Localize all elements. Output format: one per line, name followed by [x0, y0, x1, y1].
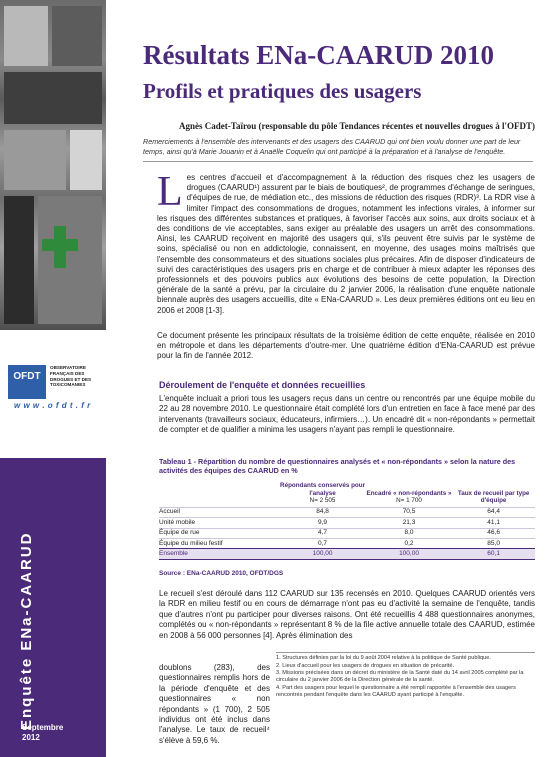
footnote-divider	[276, 652, 535, 653]
table-header-row	[159, 482, 535, 507]
purple-band	[0, 458, 106, 757]
col-header: Taux de recueil par type d'équipe	[457, 489, 530, 505]
photo-tile	[4, 6, 48, 66]
col-header: Répondants conservés pour l'analyse N= 2 505	[280, 482, 366, 505]
footnote: 3. Missions précisées dans un décret du ministère de la Santé daté du 14 avril 2005 complété par la circulaire du 2 janvier 2006 de la Direction générale de la santé.	[276, 670, 524, 684]
publication-date: Septembre 2012	[22, 723, 64, 742]
footnotes	[276, 655, 535, 700]
section-heading: Déroulement de l'enquête et données recueillies	[159, 380, 366, 390]
cover-photo-collage	[0, 0, 106, 330]
photo-tile	[70, 130, 102, 190]
table-row: Accueil 84,8 70,5 64,4	[159, 507, 535, 517]
drop-cap: L	[157, 169, 183, 215]
col-header: Encadré « non-répondants » N= 1 700	[366, 489, 452, 505]
photo-tile	[4, 196, 34, 324]
photo-tile	[4, 130, 66, 190]
intro-text: es centres d'accueil et d'accompagnement à la réduction des risques chez les usagers de drogues (CAARUD¹) assurent par le biais de boutiques², de programmes d'échange de seringues, d'équipes de rue, de médiation etc., des missions de réduction des risques (RDR)³. La RDR vise à limiter l'impact des consommations de drogues, notamment les infections virales, à informer sur les risques des différentes substances et pratiques, à favoriser l'accès aux soins, aux droits sociaux et à des conditions de vie acceptables, sans exiger au préalable des usagers un arrêt des consommations. Ainsi, les CAARUD reçoivent en majorité des usagers qui, s'ils peuvent être suivis par le système de soins, spécialisé ou non en addictologie, connaissent, en moyenne, des usages moins maîtrisés que l'ensemble des consommateurs et des situations sociales plus précaires. Afin de disposer d'indicateurs de suivi des caractéristiques des usagers pris en charge et de contribuer à mieux adapter les réponses des professionnels et des pouvoirs publics aux évolutions des besoins de cette population, la Direction générale de la santé a prévu, par la circulaire du 2 janvier 2006, la réalisation d'une enquête nationale biennale auprès des usagers accueillis, dite « ENa-CAARUD ». Les deux premières éditions ont eu lieu en 2006 et 2008 [1-3].	[157, 173, 535, 315]
divider	[143, 161, 533, 162]
page-subtitle: Profils et pratiques des usagers	[143, 79, 422, 103]
ofdt-logo	[8, 365, 103, 399]
vertical-series-title: Enquête ENa-CAARUD	[18, 531, 35, 730]
author-line: Agnès Cadet-Taïrou (responsable du pôle Tendances récentes et nouvelles drogues à l'OFDT)	[179, 121, 535, 131]
table-row: Équipe de rue 4,7 8,0 46,6	[159, 528, 535, 538]
section-body: L'enquête incluait a priori tous les usagers reçus dans un centre ou rencontrés par une équipe mobile du 22 au 28 novembre 2010. Le questionnaire était complété lors d'un entretien en face à face mené par des intervenants (travailleurs sociaux, éducateurs, infirmiers…). Un encadré dit « non-répondants » permettait de compter et de qualifier a minima les usagers n'ayant pas rempli le questionnaire.	[159, 394, 535, 435]
ofdt-website-link[interactable]: w w w . o f d t . f r	[14, 401, 91, 410]
acknowledgements: Remerciements à l'ensemble des intervenants et des usagers des CAARUD qui ont bien voulu donner une part de leur temps, ainsi qu'à Marie Jouanin et à Anaëlle Coquelin qui ont participé à la préparation et à l'analyse de l'enquête.	[143, 137, 521, 156]
intro-paragraph-2: Ce document présente les principaux résultats de la troisième édition de cette enquête, réalisée en 2010 en métropole et dans les départements d'outre-mer. Une quatrième édition d'ENa-CAARUD est prévue pour la fin de l'année 2012.	[157, 331, 535, 361]
photo-tile	[4, 72, 102, 124]
ofdt-logo-mark: OFDT	[8, 365, 46, 399]
data-table	[159, 482, 535, 560]
left-sidebar	[0, 0, 106, 757]
table-row: Unité mobile 9,9 21,3 41,1	[159, 518, 535, 528]
page-title: Résultats ENa-CAARUD 2010	[143, 40, 494, 70]
photo-tile	[52, 6, 102, 66]
body-paragraph-narrow: doublons (283), des questionnaires remplis hors de la période d'enquête et des questionnaires « non répondants » (1 700), 2 505 individus ont été inclus dans l'analyse. Le taux de recueil⁴ s'élève à 59,6 %.	[159, 663, 270, 745]
intro-paragraph	[157, 169, 535, 316]
table-source: Source : ENa-CAARUD 2010, OFDT/DGS	[159, 570, 284, 577]
pharmacy-cross-icon	[40, 224, 80, 270]
footnote: 4. Part des usagers pour lequel le questionnaire a été rempli rapportée à l'ensemble des usagers rencontrés pendant l'enquête dans les CAARUD ayant participé à l'enquête.	[276, 684, 516, 699]
table-row: Équipe du milieu festif 0,7 0,2 85,0	[159, 538, 535, 548]
body-paragraph: Le recueil s'est déroulé dans 112 CAARUD sur 135 recensés en 2010. Quelques CAARUD orientés vers la RDR en milieu festif ou en cours de démarrage n'ont pas eu d'activité la semaine de l'enquête, tandis que d'autres n'ont pu participer pour diverses raisons. Ont été recueillis 4 488 questionnaires anonymes, complétés ou « non-répondants » représentant 8 % de la file active annuelle totale des CAARUD, estimée en 2008 à 56 000 personnes [4]. Après élimination des	[159, 589, 535, 640]
table-total-row: Ensemble 100,00 100,00 60,1	[159, 549, 535, 559]
table-title: Tableau 1 - Répartition du nombre de questionnaires analysés et « non-répondants » selon la nature des activités des équipes des CAARUD en %	[159, 457, 516, 475]
footnote: 2. Lieux d'accueil pour les usagers de drogues en situation de précarité.	[276, 662, 455, 669]
ofdt-logo-text: OBSERVATOIRE FRANÇAIS DES DROGUES ET DES TOXICOMANIES	[50, 365, 92, 388]
footnote: 1. Structures définies par la loi du 9 août 2004 relative à la politique de Santé publique.	[276, 655, 491, 661]
